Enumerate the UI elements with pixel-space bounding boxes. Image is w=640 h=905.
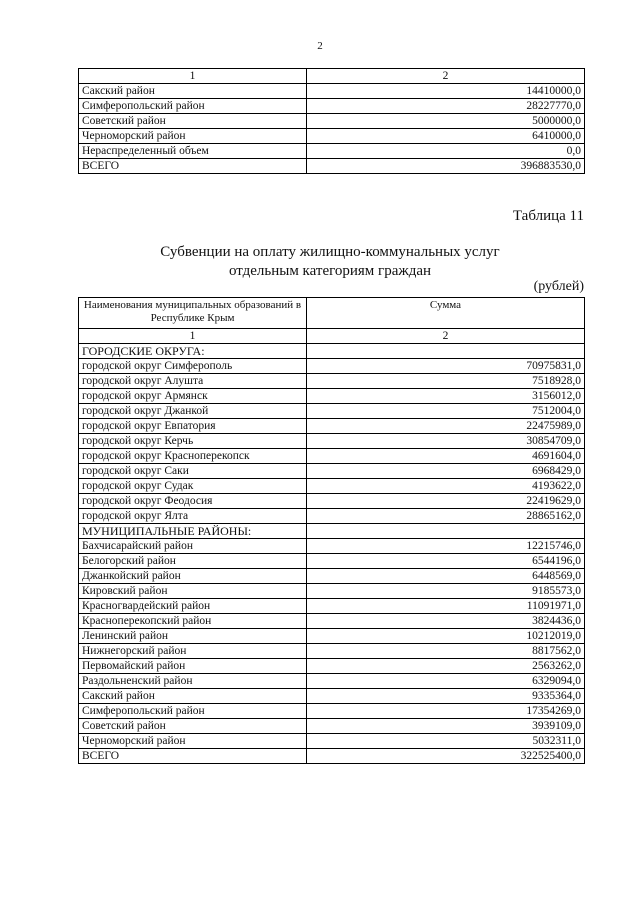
cell-value: 12215746,0: [307, 539, 585, 554]
table-row: [79, 434, 585, 449]
table-row: [79, 644, 585, 659]
table-row: [79, 99, 585, 114]
cell-name: Симферопольский район: [79, 99, 307, 114]
cell-value: 6968429,0: [307, 464, 585, 479]
cell-name: Ленинский район: [79, 629, 307, 644]
table-row: [79, 129, 585, 144]
cell-name: ГОРОДСКИЕ ОКРУГА:: [79, 344, 307, 359]
column-index-1: 1: [79, 329, 307, 344]
cell-value: 8817562,0: [307, 644, 585, 659]
cell-value: 6410000,0: [307, 129, 585, 144]
cell-name: Бахчисарайский район: [79, 539, 307, 554]
cell-value: 3156012,0: [307, 389, 585, 404]
cell-name: Черноморский район: [79, 734, 307, 749]
cell-name: городской округ Симферополь: [79, 359, 307, 374]
cell-name: городской округ Судак: [79, 479, 307, 494]
table-header-row: [79, 69, 585, 84]
table-row: [79, 359, 585, 374]
table-row: [79, 689, 585, 704]
table-row: [79, 704, 585, 719]
subsidy-table: [78, 297, 585, 764]
cell-value: 17354269,0: [307, 704, 585, 719]
table-row: [79, 734, 585, 749]
table-row: [79, 389, 585, 404]
cell-value: 5032311,0: [307, 734, 585, 749]
table-row: [79, 629, 585, 644]
cell-name: Нижнегорский район: [79, 644, 307, 659]
cell-name: Белогорский район: [79, 554, 307, 569]
cell-name: Советский район: [79, 719, 307, 734]
index-row: [79, 329, 585, 344]
section-row: [79, 524, 585, 539]
cell-name: Первомайский район: [79, 659, 307, 674]
cell-value: 6448569,0: [307, 569, 585, 584]
title-line-2: отдельным категориям граждан: [228, 263, 432, 279]
cell-value: 28865162,0: [307, 509, 585, 524]
table-row: [79, 479, 585, 494]
cell-name: Красноперекопский район: [79, 614, 307, 629]
cell-name: Красногвардейский район: [79, 599, 307, 614]
cell-name: Сакский район: [79, 84, 307, 99]
table-label: Таблица 11: [512, 208, 584, 224]
cell-value: 5000000,0: [307, 114, 585, 129]
cell-value: 22475989,0: [307, 419, 585, 434]
cell-value: 9335364,0: [307, 689, 585, 704]
table-row: [79, 554, 585, 569]
table-row: [79, 509, 585, 524]
cell-value: 7512004,0: [307, 404, 585, 419]
cell-name: городской округ Евпатория: [79, 419, 307, 434]
cell-value: 6544196,0: [307, 554, 585, 569]
column-header-name: Наименования муниципальных образований в Республике Крым: [79, 298, 307, 329]
cell-name: городской округ Джанкой: [79, 404, 307, 419]
cell-value: 28227770,0: [307, 99, 585, 114]
cell-name: городской округ Алушта: [79, 374, 307, 389]
cell-value: 11091971,0: [307, 599, 585, 614]
cell-value: 22419629,0: [307, 494, 585, 509]
table-row: [79, 419, 585, 434]
table-row: [79, 374, 585, 389]
cell-name: Сакский район: [79, 689, 307, 704]
cell-name: ВСЕГО: [79, 159, 307, 174]
table-title: [100, 243, 560, 281]
units-label: (рублей): [533, 279, 584, 294]
cell-value: 322525400,0: [307, 749, 585, 764]
cell-name: Джанкойский район: [79, 569, 307, 584]
cell-value: 396883530,0: [307, 159, 585, 174]
table-row: [79, 569, 585, 584]
total-row: [79, 159, 585, 174]
total-row: [79, 749, 585, 764]
cell-name: Кировский район: [79, 584, 307, 599]
table-header-row: [79, 298, 585, 329]
cell-name: Черноморский район: [79, 129, 307, 144]
cell-value: 14410000,0: [307, 84, 585, 99]
column-index-2: 2: [307, 69, 585, 84]
cell-name: городской округ Красноперекопск: [79, 449, 307, 464]
page-number: 2: [317, 40, 323, 52]
cell-value: 10212019,0: [307, 629, 585, 644]
table-row: [79, 114, 585, 129]
cell-name: Советский район: [79, 114, 307, 129]
section-row: [79, 344, 585, 359]
cell-name: городской округ Керчь: [79, 434, 307, 449]
table-row: [79, 404, 585, 419]
table-row: [79, 719, 585, 734]
table-row: [79, 84, 585, 99]
cell-value: 2563262,0: [307, 659, 585, 674]
cell-value: 9185573,0: [307, 584, 585, 599]
table-row: [79, 599, 585, 614]
cell-name: ВСЕГО: [79, 749, 307, 764]
cell-value: 0,0: [307, 144, 585, 159]
table-row: [79, 584, 585, 599]
table-row: [79, 144, 585, 159]
table-row: [79, 659, 585, 674]
cell-value: 70975831,0: [307, 359, 585, 374]
cell-value: 6329094,0: [307, 674, 585, 689]
title-line-1: Субвенции на оплату жилищно-коммунальных услуг: [160, 244, 500, 260]
cell-name: Нераспределенный объем: [79, 144, 307, 159]
cell-name: Раздольненский район: [79, 674, 307, 689]
column-header-sum: Сумма: [307, 298, 585, 329]
cell-name: городской округ Ялта: [79, 509, 307, 524]
cell-name: городской округ Феодосия: [79, 494, 307, 509]
continuation-table: [78, 68, 585, 174]
cell-name: МУНИЦИПАЛЬНЫЕ РАЙОНЫ:: [79, 524, 307, 539]
cell-value: 4691604,0: [307, 449, 585, 464]
cell-name: Симферопольский район: [79, 704, 307, 719]
table-row: [79, 464, 585, 479]
column-index-2: 2: [307, 329, 585, 344]
cell-value: [307, 344, 585, 359]
table-row: [79, 449, 585, 464]
cell-name: городской округ Армянск: [79, 389, 307, 404]
cell-value: 3939109,0: [307, 719, 585, 734]
table-row: [79, 674, 585, 689]
cell-value: 3824436,0: [307, 614, 585, 629]
cell-value: [307, 524, 585, 539]
table-row: [79, 539, 585, 554]
table-row: [79, 614, 585, 629]
cell-name: городской округ Саки: [79, 464, 307, 479]
cell-value: 4193622,0: [307, 479, 585, 494]
cell-value: 30854709,0: [307, 434, 585, 449]
table-row: [79, 494, 585, 509]
cell-value: 7518928,0: [307, 374, 585, 389]
column-index-1: 1: [79, 69, 307, 84]
